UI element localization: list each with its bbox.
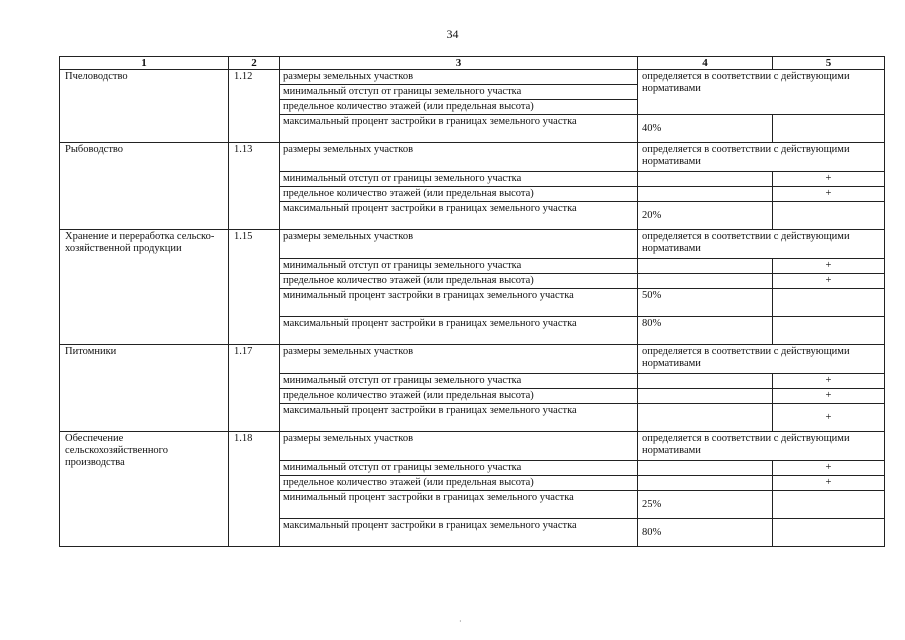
value-cell [638,187,773,202]
value-cell [638,172,773,187]
header-col-3: 3 [280,57,638,70]
param-cell: размеры земельных участков [280,345,638,374]
mark-cell [773,491,885,519]
value-cell: определяется в соответствии с действующими нормативами [638,345,885,374]
mark-cell: + [773,404,885,432]
land-use-name: Рыбоводство [60,143,229,230]
land-use-name: Пчеловодство [60,70,229,143]
scan-speck: · [459,617,462,626]
land-use-name: Питомники [60,345,229,432]
param-cell: максимальный процент застройки в границах земельного участка [280,404,638,432]
land-use-table [59,56,885,547]
param-cell: минимальный отступ от границы земельного участка [280,374,638,389]
mark-cell: + [773,187,885,202]
value-cell [638,274,773,289]
land-use-name: Хранение и переработка сельско-хозяйственной продукции [60,230,229,345]
param-cell: максимальный процент застройки в границах земельного участка [280,202,638,230]
param-cell: размеры земельных участков [280,432,638,461]
value-cell [638,259,773,274]
table-row [60,143,885,172]
mark-cell: + [773,374,885,389]
value-cell: определяется в соответствии с действующими нормативами [638,70,885,115]
param-cell: предельное количество этажей (или предельная высота) [280,389,638,404]
table-row [60,345,885,374]
param-cell: минимальный процент застройки в границах земельного участка [280,491,638,519]
value-cell: определяется в соответствии с действующими нормативами [638,230,885,259]
param-cell: максимальный процент застройки в границах земельного участка [280,519,638,547]
page-number: 34 [446,27,459,41]
land-use-table-wrapper [59,56,885,547]
mark-cell [773,115,885,143]
mark-cell: + [773,461,885,476]
table-row [60,432,885,461]
value-cell [638,461,773,476]
header-col-4: 4 [638,57,773,70]
land-use-code: 1.17 [229,345,280,432]
table-header-row [60,57,885,70]
value-cell [638,374,773,389]
table-row [60,230,885,259]
param-cell: минимальный отступ от границы земельного участка [280,259,638,274]
param-cell: предельное количество этажей (или предельная высота) [280,476,638,491]
param-cell: предельное количество этажей (или предельная высота) [280,274,638,289]
param-cell: максимальный процент застройки в границах земельного участка [280,317,638,345]
value-cell: определяется в соответствии с действующими нормативами [638,143,885,172]
param-cell: максимальный процент застройки в границах земельного участка [280,115,638,143]
value-cell: 20% [638,202,773,230]
param-cell: размеры земельных участков [280,230,638,259]
param-cell: минимальный отступ от границы земельного участка [280,85,638,100]
mark-cell: + [773,259,885,274]
param-cell: минимальный процент застройки в границах земельного участка [280,289,638,317]
mark-cell: + [773,274,885,289]
value-cell: 25% [638,491,773,519]
mark-cell [773,202,885,230]
value-cell: 40% [638,115,773,143]
param-cell: предельное количество этажей (или предельная высота) [280,100,638,115]
param-cell: размеры земельных участков [280,70,638,85]
param-cell: размеры земельных участков [280,143,638,172]
table-row [60,70,885,85]
header-col-1: 1 [60,57,229,70]
mark-cell [773,317,885,345]
value-cell [638,476,773,491]
mark-cell: + [773,476,885,491]
param-cell: минимальный отступ от границы земельного участка [280,461,638,476]
land-use-code: 1.18 [229,432,280,547]
land-use-code: 1.12 [229,70,280,143]
value-cell: 80% [638,519,773,547]
header-col-2: 2 [229,57,280,70]
header-col-5: 5 [773,57,885,70]
mark-cell: + [773,389,885,404]
value-cell: определяется в соответствии с действующими нормативами [638,432,885,461]
land-use-name: Обеспечение сельскохозяйственного производства [60,432,229,547]
land-use-code: 1.15 [229,230,280,345]
param-cell: минимальный отступ от границы земельного участка [280,172,638,187]
value-cell [638,389,773,404]
land-use-code: 1.13 [229,143,280,230]
param-cell: предельное количество этажей (или предельная высота) [280,187,638,202]
mark-cell [773,519,885,547]
mark-cell [773,289,885,317]
mark-cell: + [773,172,885,187]
value-cell: 80% [638,317,773,345]
value-cell: 50% [638,289,773,317]
value-cell [638,404,773,432]
